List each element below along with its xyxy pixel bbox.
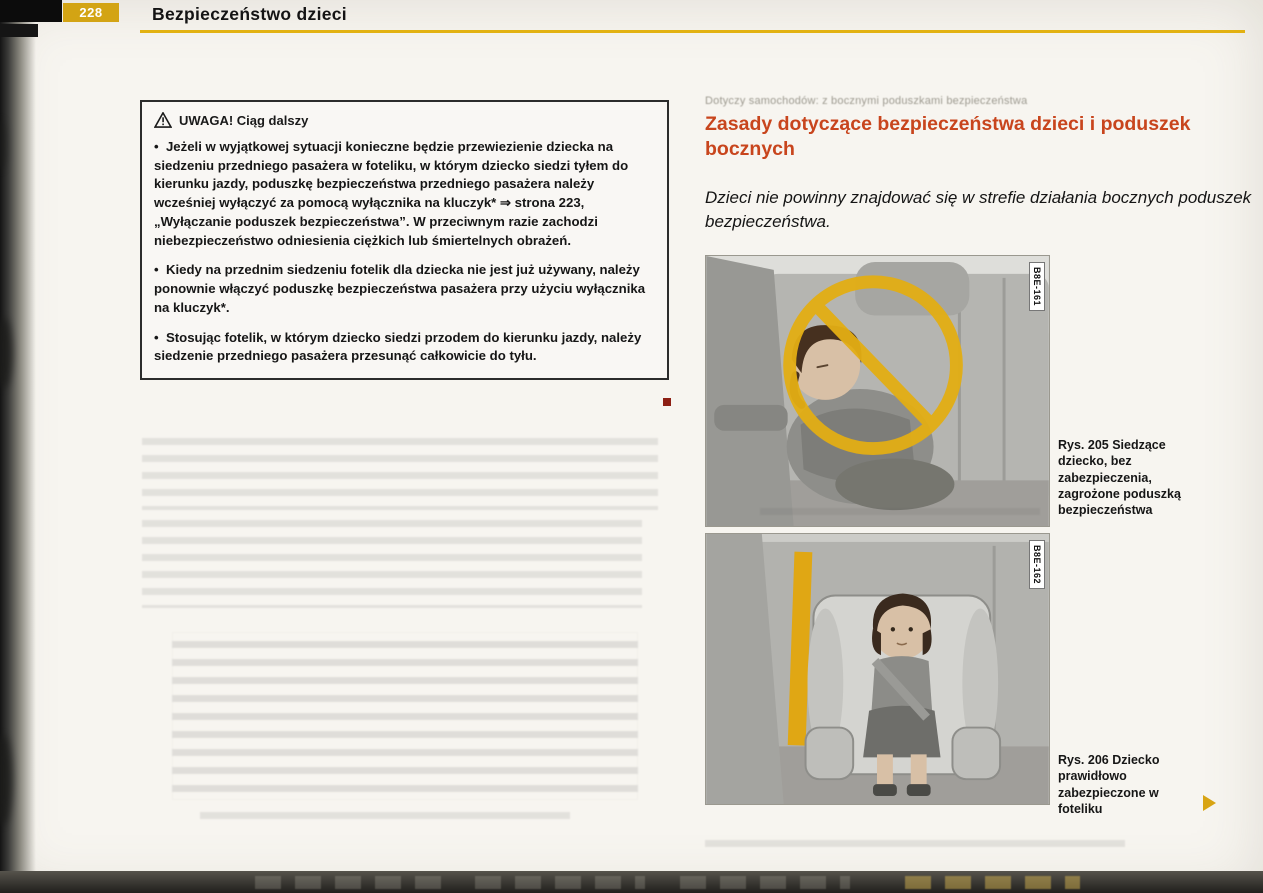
bleed-through-text xyxy=(142,520,642,608)
page-number-badge xyxy=(63,3,119,22)
armrest-left xyxy=(806,728,854,780)
bleed-through-text xyxy=(760,508,1040,520)
warning-header xyxy=(154,112,653,128)
figure-206-caption xyxy=(1058,752,1206,817)
warning-bullet: • Jeżeli w wyjątkowej sytuacji konieczne będzie przewiezienie dziecka na siedzeniu przedniego pasażera w foteliku, w którym dziecko siedzi tyłem do kierunku jazdy, poduszkę bezpieczeństwa przedniego pasażera należy wcześniej wyłączyć za pomocą wyłącznika na kluczyk* ⇒ strona 223, „Wyłączanie poduszek bezpieczeństwa”. W przeciwnym razie zachodzi niebezpieczeństwo odniesienia ciężkich lub śmiertelnych obrażeń. xyxy=(154,138,653,250)
figure-code-label: B8E-162 xyxy=(1029,540,1045,589)
warning-list xyxy=(154,138,653,366)
page-number: 228 xyxy=(79,5,103,20)
figure-caption-text: Dziecko prawidłowo zabezpieczone w foteliku xyxy=(1058,753,1160,816)
bleed-through-box xyxy=(172,632,638,800)
armrest-right xyxy=(952,728,1000,780)
figure-code-label: B8E-161 xyxy=(1029,262,1045,311)
page-title: Bezpieczeństwo dzieci xyxy=(152,4,347,24)
figure-205 xyxy=(705,255,1050,527)
header-rule xyxy=(140,30,1245,33)
bleed-through-text xyxy=(705,840,1125,856)
door-armrest xyxy=(714,405,787,431)
bleed-through-footer xyxy=(905,876,1080,889)
child-lap xyxy=(835,459,954,511)
lead-paragraph: Dzieci nie powinny znajdować się w strefie działania bocznych poduszek bezpieczeństwa. xyxy=(705,188,1252,231)
applies-to-note: Dotyczy samochodów: z bocznymi poduszkami bezpieczeństwa xyxy=(705,95,1028,107)
warning-bullet: • Kiedy na przednim siedzeniu fotelik dla dziecka nie jest już używany, należy ponownie włączyć poduszkę bezpieczeństwa pasażera przy użyciu wyłącznika na kluczyk*. xyxy=(154,261,653,317)
bleed-through-footer xyxy=(255,876,445,889)
warning-triangle-icon xyxy=(154,112,172,128)
figure-205-caption xyxy=(1058,437,1206,518)
figure-caption-number: Rys. 206 xyxy=(1058,753,1109,767)
figure-caption-text: Siedzące dziecko, bez zabezpieczenia, zagrożone poduszką bezpieczeństwa xyxy=(1058,438,1181,517)
child-leg xyxy=(877,754,893,788)
figure-caption-number: Rys. 205 xyxy=(1058,438,1109,452)
section-end-marker xyxy=(663,398,671,406)
section-heading: Zasady dotyczące bezpieczeństwa dzieci i poduszek bocznych xyxy=(705,113,1191,160)
child-skirt xyxy=(863,706,940,758)
warning-title: UWAGA! Ciąg dalszy xyxy=(179,112,309,128)
child-shoe xyxy=(907,784,931,796)
page-continue-arrow-icon xyxy=(1203,795,1216,811)
warning-box xyxy=(140,100,669,380)
child-shoe xyxy=(873,784,897,796)
figure-206-illustration xyxy=(706,534,1049,804)
bleed-through-text xyxy=(142,438,658,510)
child-leg xyxy=(911,754,927,788)
figure-205-illustration xyxy=(706,256,1049,526)
spine-tab xyxy=(0,24,38,37)
spine-tab xyxy=(0,0,62,22)
figure-206 xyxy=(705,533,1050,805)
warning-bullet: • Stosując fotelik, w którym dziecko siedzi przodem do kierunku jazdy, należy siedzenie przedniego pasażera przesunąć całkowicie do tyłu. xyxy=(154,329,653,366)
bleed-through-footer xyxy=(475,876,645,889)
bleed-through-footer xyxy=(680,876,850,889)
bleed-through-text xyxy=(200,812,570,826)
